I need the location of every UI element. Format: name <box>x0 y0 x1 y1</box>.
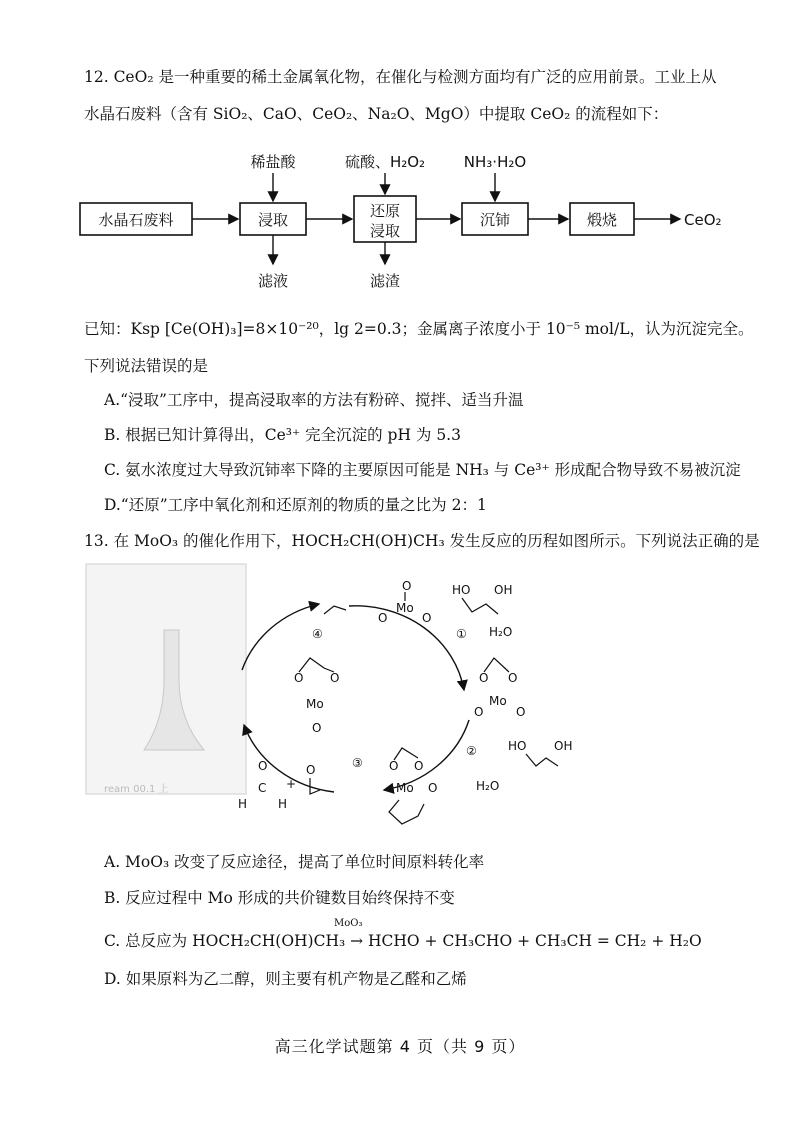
q12-option-a: A.“浸取”工序中，提高浸取率的方法有粉碎、搅拌、适当升温 <box>104 391 524 409</box>
flow-product: CeO₂ <box>684 211 722 229</box>
flow-step2-label-line2: 浸取 <box>369 222 401 240</box>
int-right-mo: Mo <box>489 694 507 708</box>
mo-top-label: Mo <box>396 601 414 615</box>
product-plus: + <box>286 777 297 791</box>
int-bottom-o1: O <box>389 759 399 773</box>
product-h2: H <box>278 797 288 811</box>
product2-o: O <box>306 763 316 777</box>
q12-stem-line1: 12. CeO₂ 是一种重要的稀土金属氧化物，在催化与检测方面均有广泛的应用前景。工业上从 <box>84 68 717 86</box>
q12-option-c: C. 氨水浓度过大导致沉铈率下降的主要原因可能是 NH₃ 与 Ce³⁺ 形成配合物导致不易被沉淀 <box>104 461 741 479</box>
int-bottom-mo: Mo <box>396 781 414 795</box>
int-left-mo: Mo <box>306 697 324 711</box>
int-bottom-o3: O <box>428 781 438 795</box>
q13-stem: 13. 在 MoO₃ 的催化作用下，HOCH₂CH(OH)CH₃ 发生反应的历程如图所示。下列说法正确的是 <box>84 532 760 550</box>
int-right-o1: O <box>479 671 489 685</box>
step-label-3: ③ <box>352 756 363 770</box>
flow-start-label: 水晶石废料 <box>98 211 174 229</box>
bond <box>389 800 424 824</box>
int-right-o3: O <box>474 705 484 719</box>
cycle-arc-4 <box>242 604 319 670</box>
product-h1: H <box>238 797 248 811</box>
flow-step3-label: 沉铈 <box>479 211 511 229</box>
int-right-o4: O <box>516 705 526 719</box>
q13-option-a: A. MoO₃ 改变了反应途径，提高了单位时间原料转化率 <box>104 853 485 871</box>
product-c: C <box>258 781 267 795</box>
int-left-o1: O <box>294 671 304 685</box>
q12-option-b: B. 根据已知计算得出，Ce³⁺ 完全沉淀的 pH 为 5.3 <box>104 426 461 444</box>
int-right-o2: O <box>508 671 518 685</box>
mo-top-o-left: O <box>378 611 388 625</box>
q12-question: 下列说法错误的是 <box>84 357 209 375</box>
bond <box>526 754 558 766</box>
q13-catalytic-cycle-diagram <box>84 560 604 830</box>
reactant-oh: OH <box>494 583 513 597</box>
q13-option-c-catalyst: MoO₃ <box>334 918 363 929</box>
water-out-2: H₂O <box>476 779 500 793</box>
bond <box>462 598 498 614</box>
flow-reagent3: NH₃·H₂O <box>463 153 527 171</box>
q12-known-conditions: 已知：Ksp [Ce(OH)₃]=8×10⁻²⁰，lg 2=0.3；金属离子浓度小于 10⁻⁵ mol/L，认为沉淀完全。 <box>84 320 754 338</box>
mo-top-o-right: O <box>422 611 432 625</box>
int-left-o3: O <box>312 721 322 735</box>
flow-step4-label: 煅烧 <box>586 211 618 229</box>
step-label-1: ① <box>456 627 467 641</box>
bond <box>310 778 320 794</box>
q13-option-d: D. 如果原料为乙二醇，则主要有机产物是乙醛和乙烯 <box>104 970 467 988</box>
page-footer: 高三化学试题第 4 页（共 9 页） <box>274 1037 526 1056</box>
int-bottom-o2: O <box>414 759 424 773</box>
ghost-text: ream 00.1 上 <box>104 784 169 795</box>
reactant2-oh: OH <box>554 739 573 753</box>
q13-option-b: B. 反应过程中 Mo 形成的共价键数目始终保持不变 <box>104 889 455 907</box>
mo-top-o: O <box>402 579 412 593</box>
q13-option-c: C. 总反应为 HOCH₂CH(OH)CH₃ → HCHO + CH₃CHO + CH₃CH = CH₂ + H₂O <box>104 932 702 950</box>
water-out-1: H₂O <box>489 625 513 639</box>
q12-stem-line2: 水晶石废料（含有 SiO₂、CaO、CeO₂、Na₂O、MgO）中提取 CeO₂ 的流程如下： <box>84 105 669 123</box>
flow-out1: 滤液 <box>257 272 289 290</box>
flow-out2: 滤渣 <box>369 272 401 290</box>
reactant-ho: HO <box>452 583 471 597</box>
bond <box>484 658 509 672</box>
product-o: O <box>258 759 268 773</box>
flow-reagent1: 稀盐酸 <box>250 153 296 171</box>
int-left-o2: O <box>330 671 340 685</box>
cycle-arc-1 <box>349 606 464 690</box>
q12-process-flowchart <box>60 140 760 310</box>
flow-reagent2: 硫酸、H₂O₂ <box>344 153 426 171</box>
propene-bond <box>324 606 346 614</box>
reactant2-ho: HO <box>508 739 527 753</box>
step-label-4: ④ <box>312 627 323 641</box>
q12-option-d: D.“还原”工序中氧化剂和还原剂的物质的量之比为 2：1 <box>104 496 487 514</box>
flow-step1-label: 浸取 <box>257 211 289 229</box>
bond <box>299 658 334 672</box>
step-label-2: ② <box>466 744 477 758</box>
flow-step2-label-line1: 还原 <box>369 202 401 220</box>
